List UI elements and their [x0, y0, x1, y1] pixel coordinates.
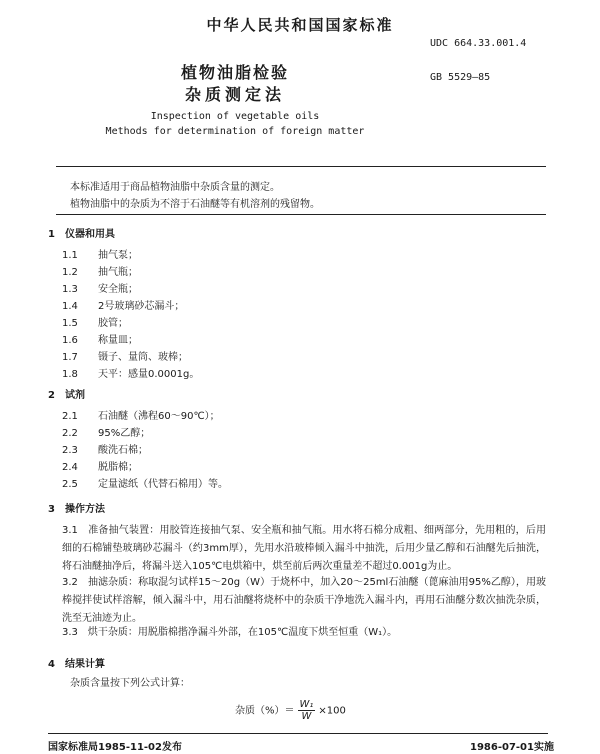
section-2-item-text: 石油醚（沸程60～90℃）；	[98, 411, 220, 422]
section-1-item-text: 2号玻璃砂芯漏斗；	[98, 301, 185, 312]
section-1-item	[62, 348, 188, 363]
title-en-line2: Methods for determination of foreign matter	[105, 126, 365, 137]
header-rule-bottom	[56, 214, 546, 215]
section-2-item	[62, 407, 220, 422]
section-1-item	[62, 365, 199, 380]
footer-rule	[48, 733, 548, 734]
formula-numerator: W₁	[299, 699, 314, 710]
section-1-item-number: 1.3	[62, 284, 78, 295]
section-2-item-text: 酸洗石棉；	[98, 445, 148, 456]
section-2-item	[62, 441, 148, 456]
section-1-item-text: 抽气瓶；	[98, 267, 138, 278]
title-en-line1: Inspection of vegetable oils	[150, 111, 320, 122]
section-3-heading: 3 操作方法	[48, 504, 105, 515]
section-2-item-text: 95%乙醇；	[98, 428, 151, 439]
intro-line-1: 本标准适用于商品植物油脂中杂质含量的测定。	[70, 182, 280, 193]
section-1-item-text: 镊子、量筒、玻棒；	[98, 352, 188, 363]
section-1-item-text: 抽气泵；	[98, 250, 138, 261]
section-1-item	[62, 280, 138, 295]
section-1-item	[62, 263, 138, 278]
section-1-item-number: 1.8	[62, 369, 78, 380]
formula-lead: 杂质含量按下列公式计算：	[70, 678, 190, 689]
section-1-item-number: 1.7	[62, 352, 78, 363]
formula-rhs: ×100	[318, 705, 346, 717]
section-2-item-number: 2.4	[62, 462, 78, 473]
gb-standard-number: GB 5529—85	[430, 72, 491, 83]
section-4-heading: 4 结果计算	[48, 659, 105, 670]
section-1-item-text: 胶管；	[98, 318, 128, 329]
section-1-item-text: 称量皿；	[98, 335, 138, 346]
section-1-item	[62, 314, 128, 329]
formula	[235, 699, 346, 722]
section-1-item-number: 1.4	[62, 301, 78, 312]
section-1-item	[62, 297, 184, 312]
section-2-item-number: 2.5	[62, 479, 78, 490]
para-3-2: 3.2 抽滤杂质：称取混匀试样15～20g（W）于烧杯中，加入20～25ml石油醚（蓖麻油用95%乙醇），用玻棒搅拌使试样溶解，倾入漏斗中，用石油醚将烧杯中的杂质干净地洗入漏斗内，再用石油醚分数次抽洗杂质，洗至无油迹为止。	[62, 577, 546, 624]
section-1-item	[62, 246, 138, 261]
issuing-organization: 中华人民共和国国家标准	[206, 16, 394, 34]
section-2-item-number: 2.3	[62, 445, 78, 456]
section-2-item	[62, 424, 150, 439]
section-2-item-text: 脱脂棉；	[98, 462, 138, 473]
formula-fraction	[298, 699, 316, 722]
section-1-item-number: 1.6	[62, 335, 78, 346]
issue-date: 国家标准局1985-11-02发布	[48, 742, 182, 753]
title-cn-line2: 杂质测定法	[184, 85, 285, 104]
udc-code: UDC 664.33.001.4	[430, 38, 527, 49]
formula-lhs: 杂质（%）＝	[235, 705, 295, 717]
section-2-item-number: 2.1	[62, 411, 78, 422]
section-1-item-text: 安全瓶；	[98, 284, 138, 295]
section-1-item-number: 1.5	[62, 318, 78, 329]
intro-line-2: 植物油脂中的杂质为不溶于石油醚等有机溶剂的残留物。	[70, 199, 320, 210]
para-3-3: 3.3 烘干杂质：用脱脂棉揩净漏斗外部，在105℃温度下烘至恒重（W₁）。	[62, 627, 398, 638]
section-2-item	[62, 458, 138, 473]
section-1-heading: 1 仪器和用具	[48, 229, 115, 240]
section-2-item-text: 定量滤纸（代替石棉用）等。	[98, 479, 228, 490]
para-3-1: 3.1 准备抽气装置：用胶管连接抽气泵、安全瓶和抽气瓶。用水将石棉分成粗、细两部分，先用粗的，后用细的石棉铺垫玻璃砂芯漏斗（约3mm厚），先用水沿玻棒倾入漏斗中抽洗，后用少量乙醇和石油醚先后抽洗，将石油醚抽净后，将漏斗送入105℃电烘箱中，烘至前后两次重量差不超过0.001g为止。	[62, 525, 546, 572]
section-2-item	[62, 475, 228, 490]
section-2-item-number: 2.2	[62, 428, 78, 439]
section-1-item-number: 1.1	[62, 250, 78, 261]
effective-date: 1986-07-01实施	[470, 742, 554, 753]
section-1-item	[62, 331, 138, 346]
header-rule-top	[56, 166, 546, 167]
section-1-item-number: 1.2	[62, 267, 78, 278]
title-cn-line1: 植物油脂检验	[180, 63, 289, 82]
formula-denominator: W	[301, 711, 312, 722]
section-1-item-text: 天平：感量0.0001g。	[98, 369, 200, 380]
section-2-heading: 2 试剂	[48, 390, 85, 401]
